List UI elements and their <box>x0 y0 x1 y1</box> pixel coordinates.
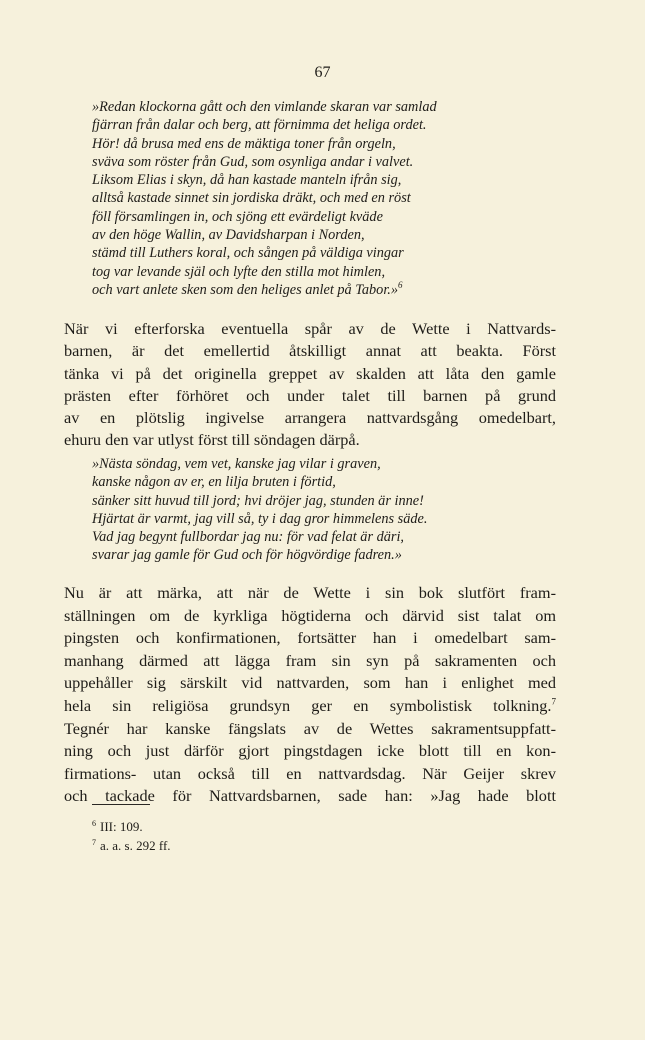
text-line-content: hela sin religiösa grundsyn ger en symbolistisk tolkning. <box>64 695 552 715</box>
footnote-text: III: 109. <box>100 819 143 834</box>
text-line <box>64 695 556 718</box>
poem-line: föll församlingen in, och sjöng ett evärdeligt kväde <box>92 208 383 225</box>
poem-quote-1 <box>92 98 562 299</box>
poem-line: av den höge Wallin, av Davidsharpan i Norden, <box>92 227 365 244</box>
poem-line: svarar jag gamle för Gud och för högvördige fadren.» <box>92 547 402 564</box>
poem-line-text: och vart anlete sken som den heliges anlet på Tabor.» <box>92 281 399 298</box>
footnote-divider <box>92 804 150 805</box>
text-line: ställningen om de kyrkliga högtiderna och därvid sist talat om <box>64 605 556 625</box>
poem-line: kanske någon av er, en lilja bruten i förtid, <box>92 474 336 491</box>
text-line: När vi efterforska eventuella spår av de Wette i Nattvards- <box>64 319 556 338</box>
text-line: manhang därmed att lägga fram sin syn på sakramenten och <box>64 650 556 670</box>
text-line: ning och just därför gjort pingstdagen icke blott till en kon- <box>64 741 556 761</box>
poem-line: Liksom Elias i skyn, då han kastade manteln ifrån sig, <box>92 172 402 189</box>
text-line: barnen, är det emellertid åtskilligt annat att beakta. Först <box>64 341 556 361</box>
text-line: pingsten och konfirmationen, fortsätter han i omedelbart sam- <box>64 628 556 648</box>
text-line: och tackade för Nattvardsbarnen, sade han: »Jag hade blott <box>64 786 556 806</box>
poem-line: stämd till Luthers koral, och sången på väldiga vingar <box>92 245 404 262</box>
text-line: uppehåller sig särskilt vid nattvarden, som han i enlighet med <box>64 673 556 693</box>
poem-line: sänker sitt huvud till jord; hvi dröjer jag, stunden är inne! <box>92 492 424 509</box>
footnote <box>92 836 171 855</box>
paragraph-2 <box>64 582 556 808</box>
poem-quote-2 <box>92 455 562 565</box>
text-line: Nu är att märka, att när de Wette i sin bok slutfört fram- <box>64 583 556 602</box>
text-line: tänka vi på det originella greppet av skalden att låta den gamle <box>64 363 556 383</box>
poem-line: alltså kastade sinnet sin jordiska dräkt, och med en röst <box>92 190 411 207</box>
poem-line <box>92 281 562 299</box>
paragraph-1 <box>64 318 556 452</box>
poem-line: Hör! då brusa med ens de mäktiga toner från orgeln, <box>92 135 396 152</box>
poem-line: »Nästa söndag, vem vet, kanske jag vilar i graven, <box>92 456 381 472</box>
footnote-number: 7 <box>92 837 96 847</box>
footnote-text: a. a. s. 292 ff. <box>100 838 171 853</box>
poem-line: Hjärtat är varmt, jag vill så, ty i dag gror himmelens säde. <box>92 510 428 527</box>
page-number: 67 <box>314 64 331 81</box>
footnote-number: 6 <box>92 818 96 828</box>
footnotes <box>92 817 171 855</box>
text-line: prästen efter förhöret och under talet till barnen på grund <box>64 385 556 405</box>
footnote-ref: 6 <box>398 280 403 291</box>
text-line: firmations- utan också till en nattvardsdag. När Geijer skrev <box>64 763 556 783</box>
text-line: ehuru den var utlyst först till söndagen därpå. <box>64 430 360 450</box>
text-line: Tegnér har kanske fängslats av de Wettes sakramentsuppfatt- <box>64 718 556 738</box>
footnote-ref: 7 <box>551 696 556 707</box>
poem-line: tog var levande själ och lyfte den stilla mot himlen, <box>92 263 386 280</box>
poem-line: sväva som röster från Gud, som osynliga andar i valvet. <box>92 153 414 170</box>
poem-line: Vad jag begynt fullbordar jag nu: för vad felat är däri, <box>92 529 405 546</box>
text-line: av en plötslig ingivelse arrangera nattvardsgång omedelbart, <box>64 408 556 428</box>
footnote <box>92 817 171 836</box>
poem-line: fjärran från dalar och berg, att förnimma det heliga ordet. <box>92 117 427 134</box>
poem-line: »Redan klockorna gått och den vimlande skaran var samlad <box>92 99 437 115</box>
